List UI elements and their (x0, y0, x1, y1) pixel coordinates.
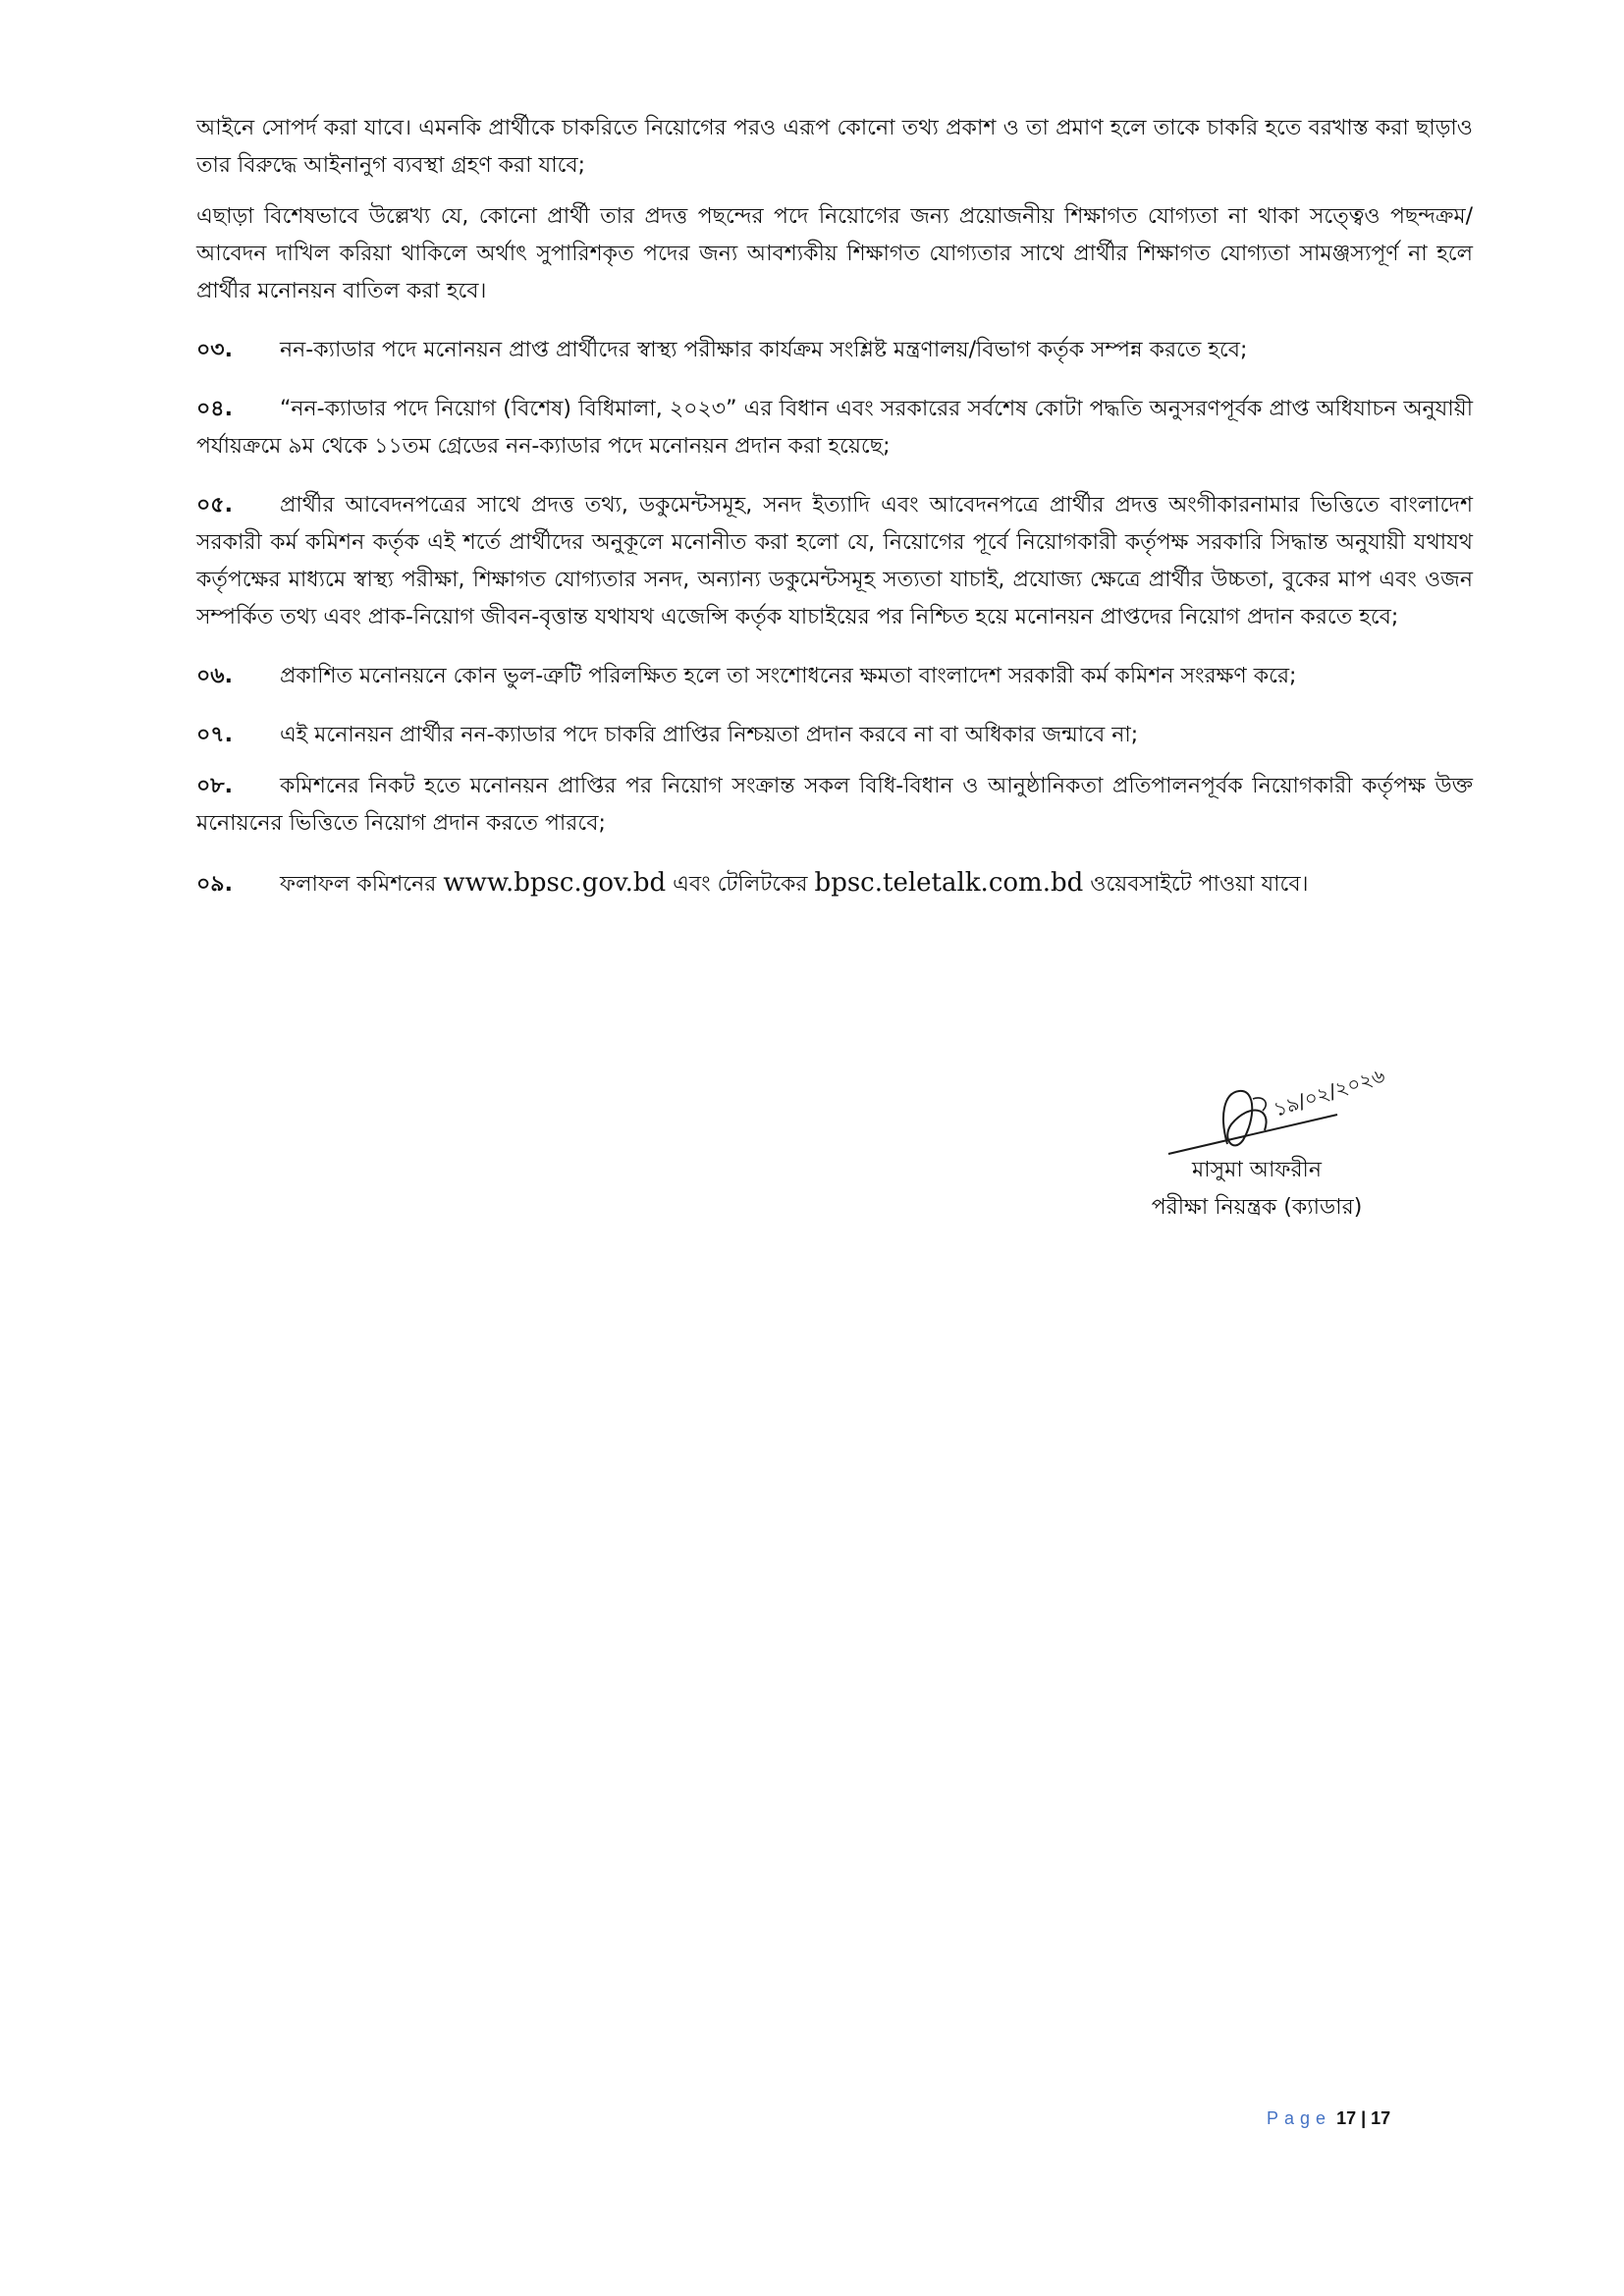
clause-text: “নন-ক্যাডার পদে নিয়োগ (বিশেষ) বিধিমালা, ২০২৩” এর বিধান এবং সরকারের সর্বশেষ কোটা পদ্ধতি অনুসরণপূর্বক প্রাপ্ত অধিযাচন অনুযায়ী পর্যায়ক্রমে ৯ম থেকে ১১তম গ্রেডের নন-ক্যাডার পদে মনোনয়ন প্রদান করা হয়েছে; (196, 397, 1473, 459)
clause-text-part-1: ফলাফল কমিশনের (280, 872, 437, 897)
total-pages: 17 (1371, 2108, 1391, 2128)
page-label: Page (1267, 2108, 1332, 2128)
handwritten-signature (1129, 1056, 1424, 1164)
clause-text: প্রকাশিত মনোনয়নে কোন ভুল-ত্রুটি পরিলক্ষিত হলে তা সংশোধনের ক্ষমতা বাংলাদেশ সরকারী কর্ম কমিশন সংরক্ষণ করে; (280, 664, 1297, 688)
clause-number: ০৭. (196, 723, 233, 747)
document-body (196, 110, 1473, 925)
signature-date: ১৯/০২/২০২৬ (1271, 1063, 1388, 1121)
clause-07 (196, 717, 1473, 754)
clause-text: প্রার্থীর আবেদনপত্রের সাথে প্রদত্ত তথ্য, ডকুমেন্টসমূহ, সনদ ইত্যাদি এবং আবেদনপত্রে প্রার্থীর প্রদত্ত অংগীকারনামার ভিত্তিতে বাংলাদেশ সরকারী কর্ম কমিশন কর্তৃক এই শর্তে প্রার্থীদের অনুকূলে মনোনীত করা হলো যে, নিয়োগের পূর্বে নিয়োগকারী কর্তৃপক্ষ সরকারি সিদ্ধান্ত অনুযায়ী যথাযথ কর্তৃপক্ষের মাধ্যমে স্বাস্থ্য পরীক্ষা, শিক্ষাগত যোগ্যতার সনদ, অন্যান্য ডকুমেন্টসমূহ সত্যতা যাচাই, প্রযোজ্য ক্ষেত্রে প্রার্থীর উচ্চতা, বুকের মাপ এবং ওজন সম্পর্কিত তথ্য এবং প্রাক-নিয়োগ জীবন-বৃত্তান্ত যথাযথ এজেন্সি কর্তৃক যাচাইয়ের পর নিশ্চিত হয়ে মনোনয়ন প্রাপ্তদের নিয়োগ প্রদান করতে হবে; (196, 493, 1473, 629)
clause-text: নন-ক্যাডার পদে মনোনয়ন প্রাপ্ত প্রার্থীদের স্বাস্থ্য পরীক্ষার কার্যক্রম সংশ্লিষ্ট মন্ত্রণালয়/বিভাগ কর্তৃক সম্পন্ন করতে হবে; (280, 338, 1248, 362)
clause-number: ০৪. (196, 397, 233, 421)
clause-number: ০৮. (196, 774, 233, 798)
clause-06 (196, 658, 1473, 695)
page-separator: | (1361, 2108, 1367, 2128)
page-number-footer (1267, 2108, 1463, 2129)
current-page: 17 (1336, 2108, 1357, 2128)
clause-text-part-3: ওয়েবসাইটে পাওয়া যাবে। (1090, 872, 1309, 897)
clause-number: ০৫. (196, 493, 233, 518)
clause-09 (196, 864, 1473, 903)
clause-05 (196, 487, 1473, 636)
signatory-name: মাসুমা আফরীন (1192, 1158, 1322, 1182)
clause-number: ০৯. (196, 872, 233, 897)
signatory-title: পরীক্ষা নিয়ন্ত্রক (ক্যাডার) (1151, 1195, 1363, 1220)
bpsc-website-link[interactable]: www.bpsc.gov.bd (443, 868, 667, 898)
intro-paragraph-1: আইনে সোপর্দ করা যাবে। এমনকি প্রার্থীকে চাকরিতে নিয়োগের পরও এরূপ কোনো তথ্য প্রকাশ ও তা প্রমাণ হলে তাকে চাকরি হতে বরখাস্ত করা ছাড়াও তার বিরুদ্ধে আইনানুগ ব্যবস্থা গ্রহণ করা যাবে; (196, 116, 1473, 178)
intro-paragraph-2: এছাড়া বিশেষভাবে উল্লেখ্য যে, কোনো প্রার্থী তার প্রদত্ত পছন্দের পদে নিয়োগের জন্য প্রয়োজনীয় শিক্ষাগত যোগ্যতা না থাকা সত্ত্বেও পছন্দক্রম/আবেদন দাখিল করিয়া থাকিলে অর্থাৎ সুপারিশকৃত পদের জন্য আবশ্যকীয় শিক্ষাগত যোগ্যতার সাথে প্রার্থীর শিক্ষাগত যোগ্যতা সামঞ্জস্যপূর্ণ না হলে প্রার্থীর মনোনয়ন বাতিল করা হবে। (196, 204, 1473, 303)
clause-number: ০৩. (196, 338, 233, 362)
teletalk-website-link[interactable]: bpsc.teletalk.com.bd (814, 868, 1084, 898)
clause-08 (196, 768, 1473, 843)
clause-text: কমিশনের নিকট হতে মনোনয়ন প্রাপ্তির পর নিয়োগ সংক্রান্ত সকল বিধি-বিধান ও আনুষ্ঠানিকতা প্রতিপালনপূর্বক নিয়োগকারী কর্তৃপক্ষ উক্ত মনোয়নের ভিত্তিতে নিয়োগ প্রদান করতে পারবে; (196, 774, 1473, 836)
clause-03 (196, 332, 1473, 369)
clause-text-part-2: এবং টেলিটকের (673, 872, 808, 897)
clause-04 (196, 391, 1473, 465)
clause-number: ০৬. (196, 664, 233, 688)
clause-text: এই মনোনয়ন প্রার্থীর নন-ক্যাডার পদে চাকরি প্রাপ্তির নিশ্চয়তা প্রদান করবে না বা অধিকার জন্মাবে না; (280, 723, 1139, 747)
